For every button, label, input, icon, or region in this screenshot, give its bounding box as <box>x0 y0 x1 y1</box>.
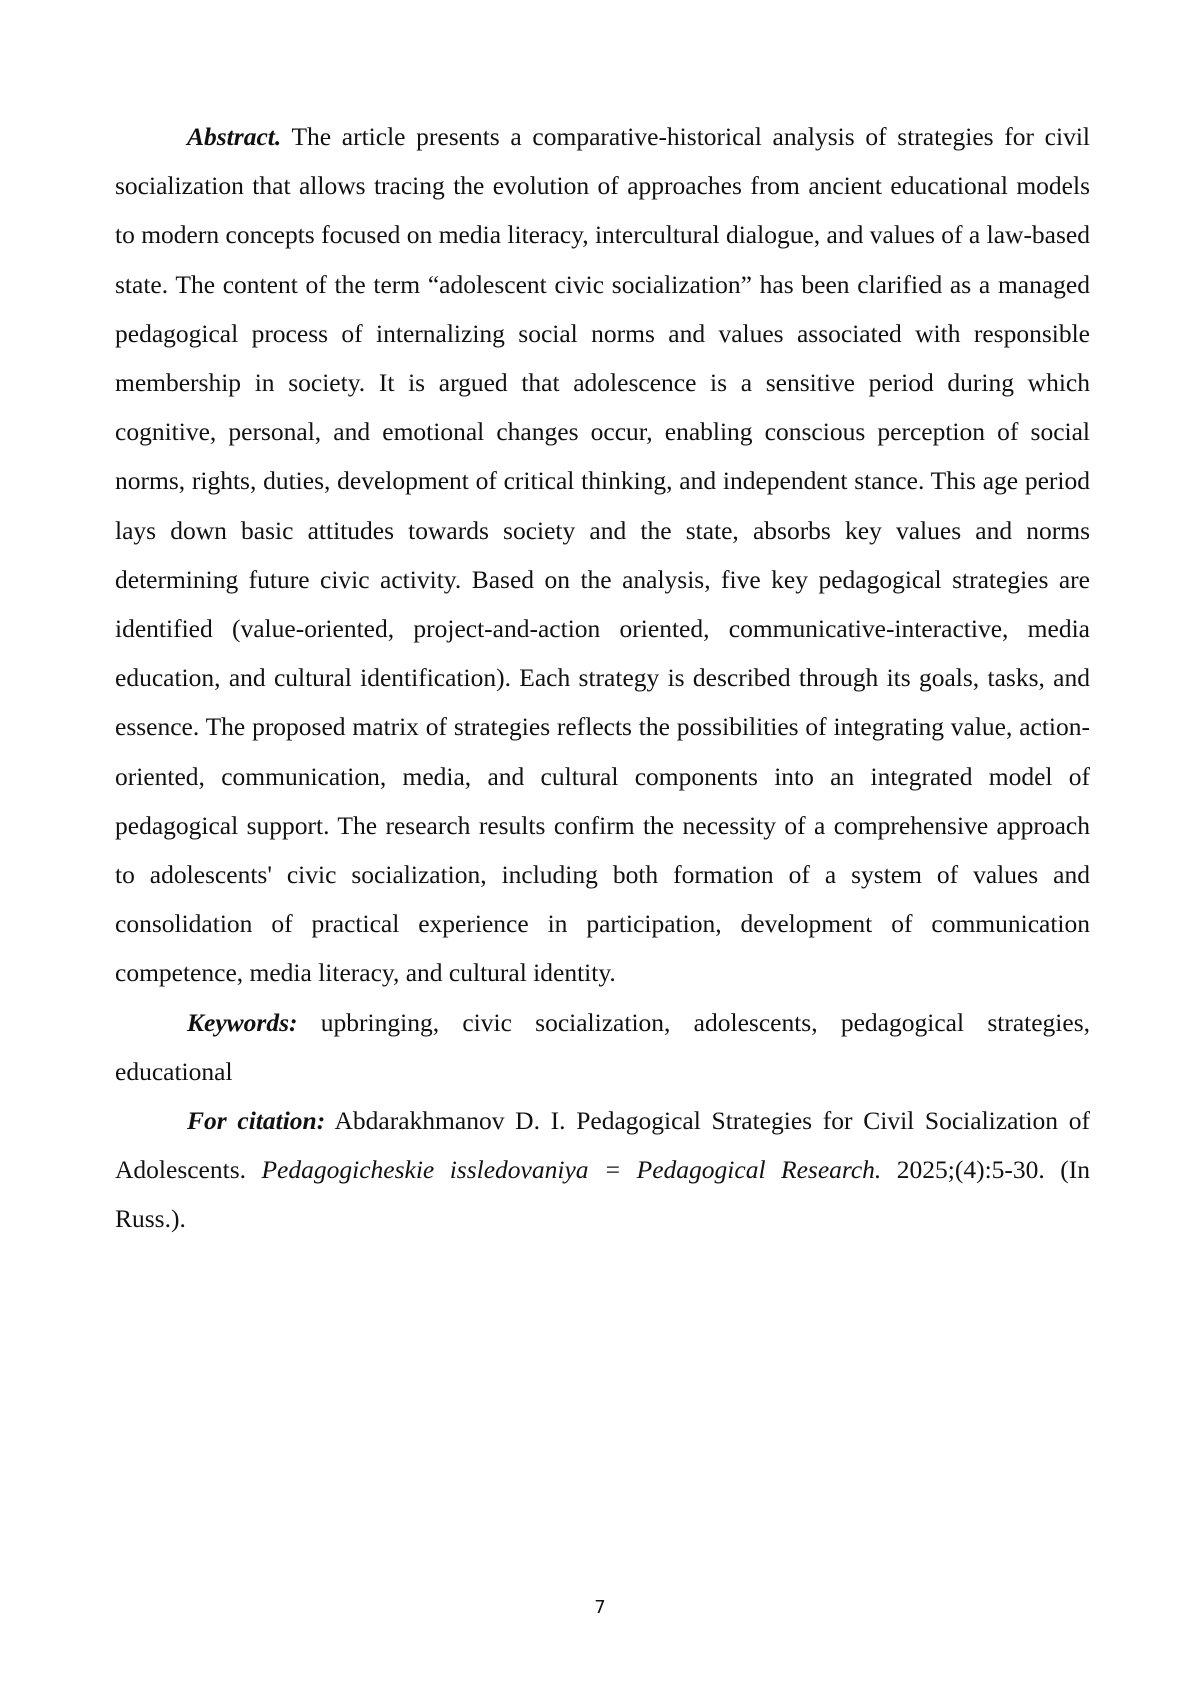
citation-journal: Pedagogicheskie issledovaniya = Pedagogical Research. <box>261 1155 882 1185</box>
keywords-label: Keywords: <box>187 1007 298 1037</box>
citation-paragraph <box>115 1096 1090 1244</box>
abstract-label: Abstract. <box>187 122 282 151</box>
citation-label: For citation: <box>187 1106 326 1136</box>
abstract-paragraph <box>115 112 1090 998</box>
keywords-text: upbringing, civic socialization, adolescents, pedagogical strategies, educational <box>115 1007 1091 1086</box>
citation-details: 2025;(4):5-30. (In Russ.). <box>115 1155 1090 1234</box>
page-body <box>115 112 1090 1244</box>
citation-text: Abdarakhmanov D. I. Pedagogical Strategies for Civil Socialization of Adolescents. <box>115 1106 1091 1185</box>
abstract-text: The article presents a comparative-historical analysis of strategies for civil socialization that allows tracing the evolution of approaches from ancient educational models to modern concepts focused on media literacy, intercultural dialogue, and values of a law-based state. The content of the term “adolescent civic socialization” has been clarified as a managed pedagogical process of internalizing social norms and values associated with responsible membership in society. It is argued that adolescence is a sensitive period during which cognitive, personal, and emotional changes occur, enabling conscious perception of social norms, rights, duties, development of critical thinking, and independent stance. This age period lays down basic attitudes towards society and the state, absorbs key values and norms determining future civic activity. Based on the analysis, five key pedagogical strategies are identified (value-oriented, project-and-action oriented, communicative-interactive, media education, and cultural identification). Each strategy is described through its goals, tasks, and essence. The proposed matrix of strategies reflects the possibilities of integrating value, action-oriented, communication, media, and cultural components into an integrated model of pedagogical support. The research results confirm the necessity of a comprehensive approach to adolescents' civic socialization, including both formation of a system of values and consolidation of practical experience in participation, development of communication competence, media literacy, and cultural identity. <box>115 122 1090 988</box>
keywords-paragraph <box>115 998 1090 1096</box>
page-number: 7 <box>594 1597 606 1618</box>
